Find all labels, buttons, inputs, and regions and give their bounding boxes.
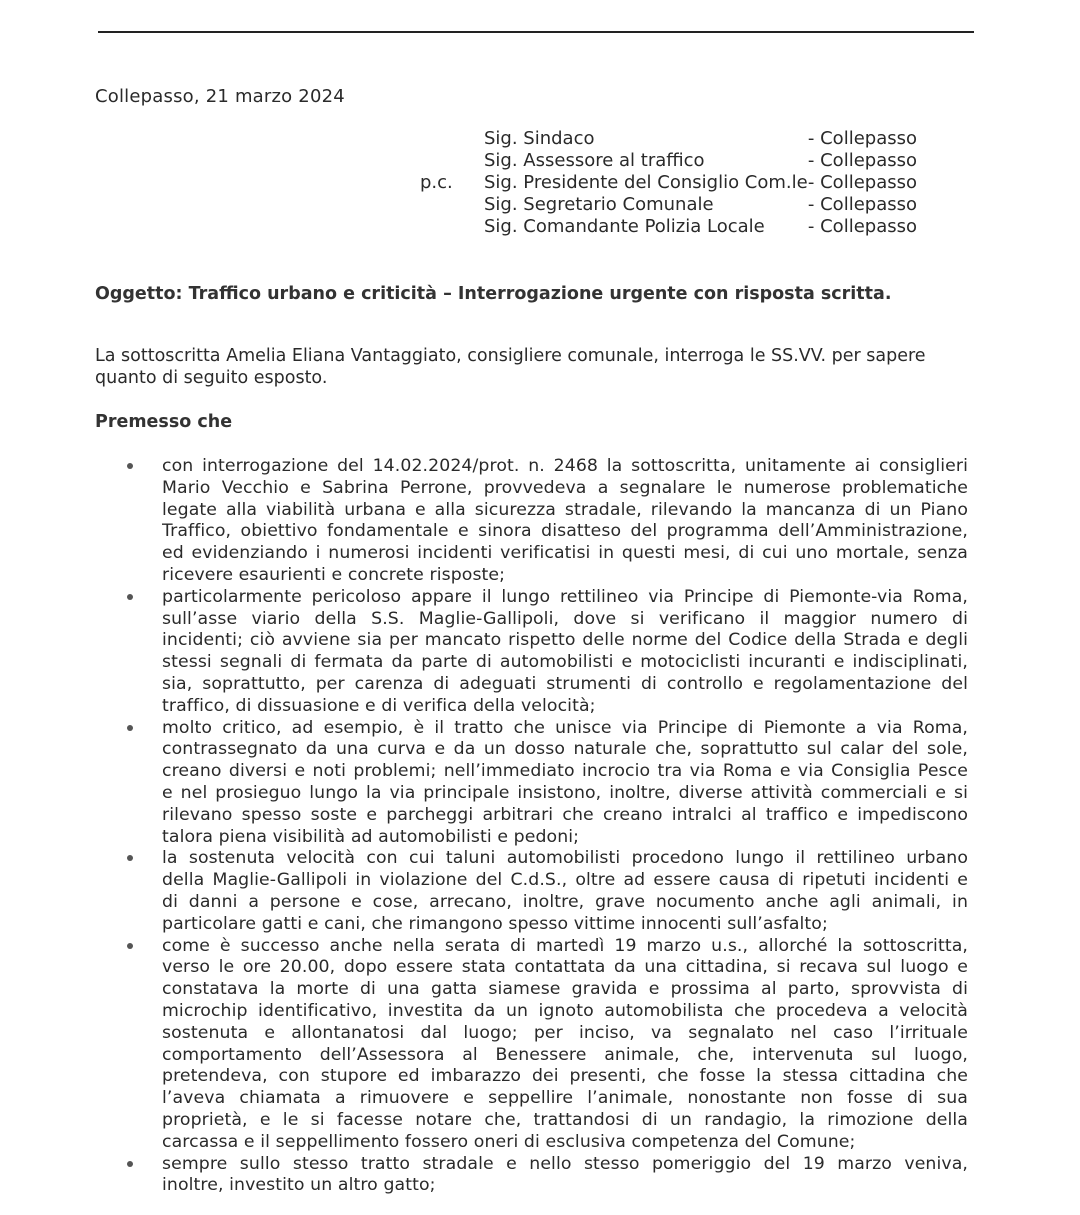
list-item-text bbox=[162, 936, 968, 1154]
intro-paragraph bbox=[95, 345, 975, 389]
recipient-name: Sig. Sindaco bbox=[484, 128, 595, 149]
text-line: sempre sullo stesso tratto stradale e nello stesso pomeriggio del 19 marzo veniva, bbox=[162, 1153, 968, 1174]
text-line: sia, soprattutto, per carenza di adeguati strumenti di controllo e regolamentazione del bbox=[162, 673, 968, 694]
intro-line: quanto di seguito esposto. bbox=[95, 368, 328, 388]
list-item bbox=[0, 936, 1080, 1154]
recipient-row bbox=[0, 150, 1080, 172]
text-line: verso le ore 20.00, dopo essere stata contattata da una cittadina, si recava sul luogo e bbox=[162, 957, 968, 978]
recipient-name: Sig. Segretario Comunale bbox=[484, 194, 714, 215]
text-line: della Maglie-Gallipoli in violazione del C.d.S., oltre ad essere causa di ripetuti incidenti e bbox=[162, 870, 968, 891]
bullet-dot-icon bbox=[127, 855, 133, 861]
text-line: stessi segnali di fermata da parte di automobilisti e motociclisti incuranti e indisciplinati, bbox=[162, 652, 968, 673]
text-line: proprietà, e le si facesse notare che, trattandosi di un randagio, la rimozione della bbox=[162, 1109, 968, 1130]
text-line: ricevere esaurienti e concrete risposte; bbox=[162, 564, 506, 585]
text-line: particolare gatti e cani, che rimangono spesso vittime innocenti sull’asfalto; bbox=[162, 913, 828, 934]
recipient-city: - Collepasso bbox=[807, 172, 917, 193]
recipient-city: - Collepasso bbox=[807, 128, 917, 149]
premesso-heading: Premesso che bbox=[95, 412, 233, 432]
text-line: legate alla viabilità urbana e alla sicurezza stradale, rilevando la mancanza di un Piano bbox=[162, 499, 968, 520]
premise-list bbox=[0, 456, 1080, 1197]
recipient-row bbox=[0, 194, 1080, 216]
list-item bbox=[0, 848, 1080, 935]
text-line: traffico, di dissuasione e di verifica della velocità; bbox=[162, 695, 596, 716]
text-line: di danni a persone e cose, arrecano, inoltre, grave nocumento anche agli animali, in bbox=[162, 891, 968, 912]
text-line: con interrogazione del 14.02.2024/prot. n. 2468 la sottoscritta, unitamente ai consiglieri bbox=[162, 456, 968, 476]
text-line: ed evidenziando i numerosi incidenti verificatisi in questi mesi, di cui uno mortale, senza bbox=[162, 543, 968, 564]
text-line: constatava la morte di una gatta siamese gravida e prossima al parto, sprovvista di bbox=[162, 979, 968, 1000]
list-item bbox=[0, 718, 1080, 849]
list-item-text bbox=[162, 587, 968, 718]
text-line: rilevano spesso soste e parcheggi arbitrari che creano intralci al traffico e impediscono bbox=[162, 804, 968, 825]
text-line: la sostenuta velocità con cui taluni automobilisti procedono lungo il rettilineo urbano bbox=[162, 848, 968, 869]
text-line: contrassegnato da una curva e da un dosso naturale che, soprattutto sul calar del sole, bbox=[162, 739, 968, 760]
recipients-block bbox=[0, 128, 1080, 238]
bullet-dot-icon bbox=[127, 1161, 133, 1167]
recipient-row bbox=[0, 172, 1080, 194]
pc-label: p.c. bbox=[420, 172, 453, 193]
text-line: creano diversi e noti problemi; nell’immediato incrocio tra via Roma e via Consiglia Pesce bbox=[162, 761, 968, 782]
recipient-city: - Collepasso bbox=[807, 150, 917, 171]
list-item-text bbox=[162, 456, 968, 587]
intro-line: La sottoscritta Amelia Eliana Vantaggiato, consigliere comunale, interroga le SS.VV. per sapere bbox=[95, 346, 926, 366]
text-line: carcassa e il seppellimento fossero oneri di esclusiva competenza del Comune; bbox=[162, 1131, 856, 1152]
bullet-dot-icon bbox=[127, 943, 133, 949]
text-line: l’aveva chiamata a rimuovere e seppellire l’animale, nonostante non fosse di sua bbox=[162, 1088, 968, 1109]
place-date: Collepasso, 21 marzo 2024 bbox=[95, 86, 345, 107]
list-item-text bbox=[162, 1154, 968, 1198]
recipient-city: - Collepasso bbox=[807, 194, 917, 215]
bullet-dot-icon bbox=[127, 725, 133, 731]
subject-line: Oggetto: Traffico urbano e criticità – Interrogazione urgente con risposta scritta. bbox=[95, 284, 892, 304]
bullet-dot-icon bbox=[127, 594, 133, 600]
list-item bbox=[0, 456, 1080, 587]
list-item bbox=[0, 587, 1080, 718]
recipient-city: - Collepasso bbox=[807, 216, 917, 237]
text-line: sull’asse viario della S.S. Maglie-Gallipoli, dove si verificano il maggior numero di bbox=[162, 608, 968, 629]
text-line: e nel prosieguo lungo la via principale insistono, inoltre, diverse attività commerciali e si bbox=[162, 782, 968, 803]
text-line: microchip identificativo, investita da un ignoto automobilista che procedeva a velocità bbox=[162, 1000, 968, 1021]
text-line: sostenuta e allontanatosi dal luogo; per inciso, va segnalato nel caso l’irrituale bbox=[162, 1022, 968, 1043]
header-rule bbox=[98, 31, 974, 33]
list-item bbox=[0, 1154, 1080, 1198]
text-line: inoltre, investito un altro gatto; bbox=[162, 1175, 436, 1196]
recipient-row bbox=[0, 216, 1080, 238]
list-item-text bbox=[162, 848, 968, 935]
text-line: incidenti; ciò avviene sia per mancato rispetto delle norme del Codice della Strada e degli bbox=[162, 630, 968, 651]
text-line: talora piena visibilità ad automobilisti e pedoni; bbox=[162, 826, 580, 847]
recipient-name: Sig. Presidente del Consiglio Com.le bbox=[484, 172, 808, 193]
recipient-row bbox=[0, 128, 1080, 150]
text-line: Mario Vecchio e Sabrina Perrone, provvedeva a segnalare le numerose problematiche bbox=[162, 477, 968, 498]
recipient-name: Sig. Comandante Polizia Locale bbox=[484, 216, 765, 237]
recipient-name: Sig. Assessore al traffico bbox=[484, 150, 705, 171]
text-line: pretendeva, con stupore ed imbarazzo dei presenti, che fosse la stessa cittadina che bbox=[162, 1066, 968, 1087]
text-line: Traffico, obiettivo fondamentale e sinora disatteso del programma dell’Amministrazione, bbox=[162, 521, 968, 542]
bullet-dot-icon bbox=[127, 463, 133, 469]
text-line: particolarmente pericoloso appare il lungo rettilineo via Principe di Piemonte-via Roma, bbox=[162, 586, 968, 607]
text-line: come è successo anche nella serata di martedì 19 marzo u.s., allorché la sottoscritta, bbox=[162, 935, 968, 956]
text-line: comportamento dell’Assessora al Benessere animale, che, intervenuta sul luogo, bbox=[162, 1044, 968, 1065]
text-line: molto critico, ad esempio, è il tratto che unisce via Principe di Piemonte a via Roma, bbox=[162, 717, 968, 738]
list-item-text bbox=[162, 718, 968, 849]
